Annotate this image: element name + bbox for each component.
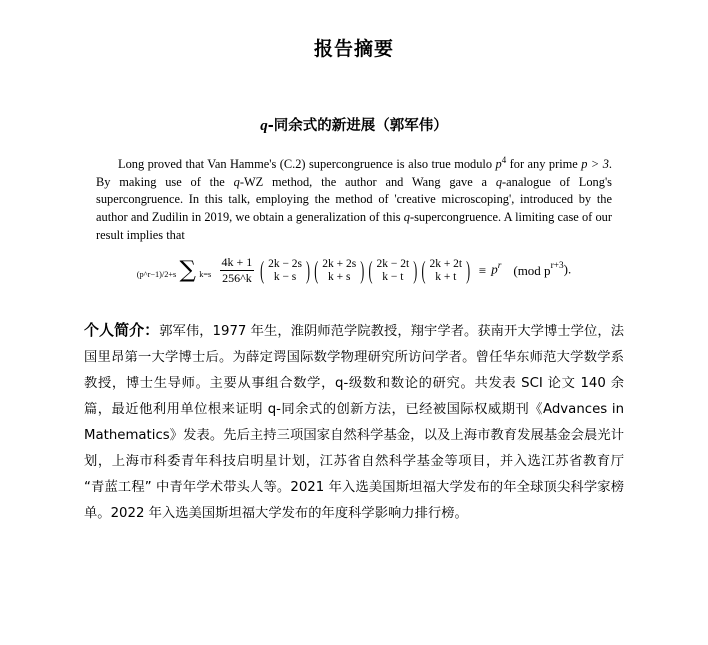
paren-right: ) <box>466 254 471 285</box>
binomial-stack <box>266 258 304 284</box>
abstract-part-11: -supercongruence. A limiting case of our result implies that <box>96 209 612 242</box>
modulus-exponent: r+3 <box>550 261 564 272</box>
modulus-close: ). <box>563 261 572 277</box>
binomial-bottom: k − t <box>382 270 404 283</box>
binomial-top: 2k + 2t <box>429 257 463 270</box>
sum-upper-limit: (p^r−1)/2+s <box>136 269 177 279</box>
document-page <box>0 34 708 645</box>
paren-left: ( <box>314 254 319 285</box>
binomial-stack <box>320 258 358 284</box>
abstract-part-0: Long proved that Van Hamme's (C.2) supercongruence is also true modulo <box>118 157 496 172</box>
bio-label: 个人简介： <box>84 321 160 340</box>
formula-rhs-exponent: r <box>497 261 502 272</box>
talk-title-rest: -同余式的新进展（郭军伟） <box>267 118 448 134</box>
speaker-bio <box>84 316 624 527</box>
abstract-part-1: p <box>495 157 502 172</box>
fraction-denominator: 256^k <box>220 270 255 286</box>
abstract-part-5: . By making use of the <box>96 157 612 189</box>
binomial-stack <box>427 258 464 284</box>
binomial-top: 2k − 2t <box>376 257 410 270</box>
abstract-part-4: p > 3 <box>581 157 609 172</box>
abstract-part-2: 4 <box>501 155 507 165</box>
congruence-symbol: ≡ <box>478 262 487 278</box>
modulus-open: (mod p <box>513 262 551 278</box>
abstract-paragraph <box>96 154 612 244</box>
binomial-top: 2k + 2s <box>322 257 357 270</box>
paren-left: ( <box>421 254 426 285</box>
abstract-part-6: q <box>233 174 240 189</box>
binomial-bottom: k − s <box>273 270 297 283</box>
abstract-part-7: -WZ method, the author and Wang gave a <box>239 174 496 189</box>
summation <box>136 256 212 283</box>
paren-right: ) <box>306 254 311 285</box>
abstract-part-10: q <box>403 209 410 224</box>
sum-lower-limit: k=s <box>199 269 212 279</box>
formula-rhs: p <box>491 261 498 277</box>
sigma-icon: ∑ <box>179 256 196 283</box>
bio-text: 郭军伟，1977 年生，淮阴师范学院教授，翔宇学者。获南开大学博士学位，法国里昂第一大学博士后。为薛定谔国际数学物理研究所访问学者。曾任华东师范大学数学系教授，博士生导师。主要从事组合数学，q-级数和数论的研究。共发表 SCI 论文 140 余篇，最近他利用单位根来证明 q-同余式的创新方法，已经被国际权威期刊《Advances in Mathematics》发表。先后主持三项国家自然科学基金，以及上海市教育发展基金会晨光计划，上海市科委青年科技启明星计划，江苏省自然科学基金等项目，并入选江苏省教育厅 “青蓝工程” 中青年学术带头人等。2021 年入选美国斯坦福大学发布的年全球顶尖科学家榜单。2022 年入选美国斯坦福大学发布的年度科学影响力排行榜。 <box>84 324 624 521</box>
display-formula <box>0 255 708 286</box>
page-title: 报告摘要 <box>313 38 394 60</box>
talk-title-math: q <box>260 118 268 134</box>
binomial-4 <box>421 254 471 285</box>
binomial-stack <box>375 258 412 284</box>
binomial-2 <box>314 254 365 285</box>
binomial-3 <box>368 254 418 285</box>
paren-left: ( <box>368 254 373 285</box>
abstract-part-8: q <box>495 174 503 189</box>
paren-right: ) <box>413 254 418 285</box>
paren-left: ( <box>260 254 265 285</box>
paren-right: ) <box>360 254 365 285</box>
fraction-numerator: 4k + 1 <box>221 255 253 270</box>
talk-title <box>0 114 708 135</box>
binomial-1 <box>260 254 311 285</box>
abstract-part-3: for any prime <box>506 157 582 172</box>
abstract-part-9: -analogue of Long's supercongruence. In this talk, employing the method of 'creative microscoping', introduced by the author and Zudilin in 2019, we obtain a generalization of this <box>96 174 612 224</box>
binomial-bottom: k + s <box>328 270 351 283</box>
binomial-top: 2k − 2s <box>268 257 303 270</box>
binomial-bottom: k + t <box>435 270 457 283</box>
fraction <box>220 255 255 286</box>
